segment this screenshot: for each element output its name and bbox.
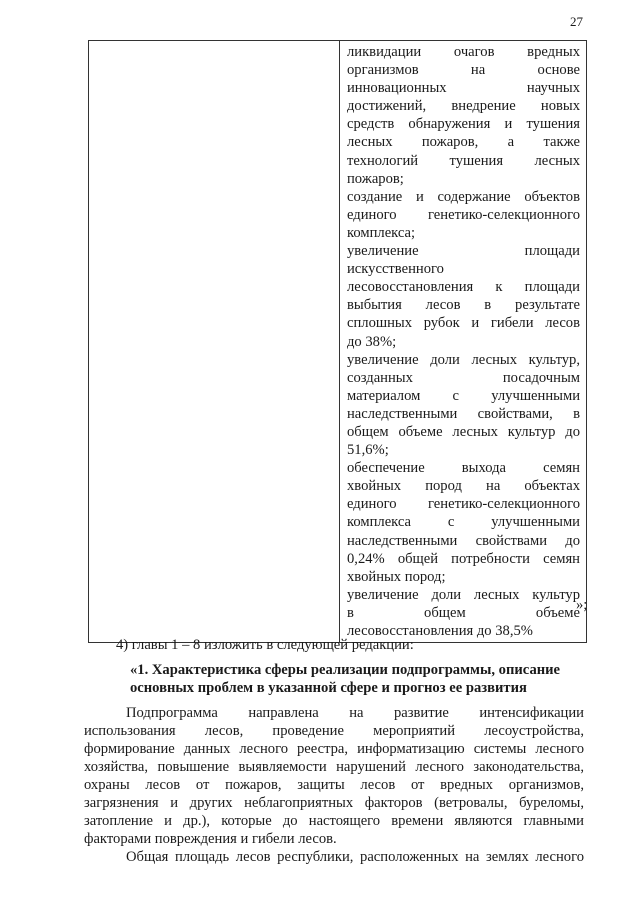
paragraph-line: формирование данных лесного реестра, информатизацию системы лесного [84,741,584,757]
section-heading [130,661,560,697]
table-text-line: в общем объеме [347,604,580,621]
table-text-line: наследственными свойствами, в [347,405,580,422]
heading-line: основных проблем в указанной сфере и прогноз ее развития [130,680,527,696]
table-text-line: создание и содержание объектов [347,188,580,205]
table-text-line: хвойных пород; [347,568,446,585]
paragraph-line: Подпрограмма направлена на развитие интенсификации [126,705,584,721]
paragraph-line: загрязнения и других неблагоприятных факторов (ветровалы, буреломы, [84,795,584,811]
paragraph-line: использования лесов, проведение мероприятий лесоустройства, [84,723,584,739]
paragraph-line: охраны лесов от пожаров, защиты лесов от вредных организмов, [84,777,584,793]
heading-line: «1. Характеристика сферы реализации подпрограммы, описание [130,662,561,678]
table-text-line: увеличение доли лесных культур, [347,351,580,368]
page-number: 27 [570,14,583,29]
table-text-line: организмов на основе [347,62,580,79]
amendment-item: 4) главы 1 – 8 изложить в следующей редакции: [116,637,414,653]
table-text-line: хвойных пород на объектах [347,478,580,495]
continued-table [88,40,587,643]
table-text-line: лесных пожаров, а также [347,134,580,151]
table-text-line: обеспечение выхода семян [347,460,580,477]
table-text-line: 0,24% общей потребности семян [347,550,580,567]
table-text-line: до 38%; [347,333,397,350]
table-text-line: 51,6%; [347,442,389,459]
table-text-line: средств обнаружения и тушения [347,116,580,133]
closing-quote: »; [576,597,588,613]
table-text-line: ликвидации очагов вредных [347,44,580,60]
paragraph-line: факторами повреждения и гибели лесов. [84,831,337,847]
table-text-line: единого генетико-селекционного [347,496,580,513]
table-cell-empty [89,41,340,643]
paragraph-line: затопление и др.), которые до настоящего времени являются главными [84,813,584,829]
table-text-line: лесовосстановления к площади [347,279,580,296]
table-text-line: достижений, внедрение новых [347,98,580,115]
table-text-line: материалом с улучшенными [347,387,580,404]
paragraph-1 [84,704,584,848]
table-text-line: комплекса с улучшенными [347,514,580,531]
table-text-line: лесовосстановления до 38,5% [347,623,533,639]
table-text-line: единого генетико-селекционного [347,206,580,223]
table-text-line: инновационных научных [347,80,580,97]
table-text-line: наследственными свойствами до [347,532,580,549]
table-text-line: увеличение доли лесных культур [347,586,580,603]
table-text-line: созданных посадочным [347,369,580,386]
table-text-line: пожаров; [347,170,404,187]
paragraph-line: Общая площадь лесов республики, расположенных на землях лесного [126,849,584,865]
table-text-line: искусственного [347,261,444,278]
table-row [89,41,587,643]
table-cell-targets [340,41,587,643]
table-text-line: комплекса; [347,224,416,241]
table-text-line: технологий тушения лесных [347,152,580,169]
paragraph-2 [84,848,584,866]
table-text-line: сплошных рубок и гибели лесов [347,315,580,332]
table-text-line: выбытия лесов в результате [347,297,580,314]
table-text-line: общем объеме лесных культур до [347,423,580,440]
table-text-line: увеличение площади [347,243,580,260]
paragraph-line: хозяйства, повышение выявляемости нарушений лесного законодательства, [84,759,584,775]
